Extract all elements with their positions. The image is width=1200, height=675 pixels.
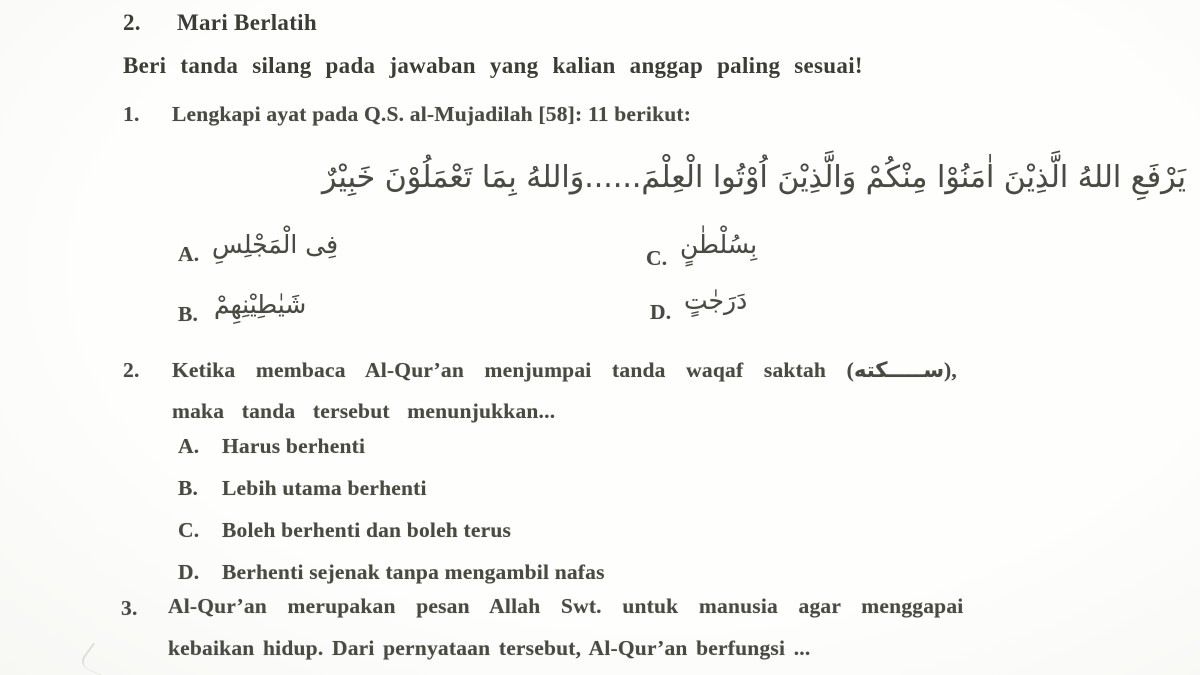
q1-option-d-arabic: دَرَجٰتٍ: [684, 286, 748, 315]
question-2-text-after: ),: [944, 358, 957, 382]
q1-option-d-label: D.: [650, 300, 672, 324]
question-2-number: 2.: [123, 358, 140, 382]
q1-option-a-label: A.: [178, 242, 200, 266]
q2-option-b-label: B.: [178, 476, 199, 500]
question-1-number: 1.: [123, 102, 140, 126]
question-2-line1: [172, 358, 957, 383]
section-number: 2.: [123, 10, 141, 35]
q2-option-d-label: D.: [178, 560, 200, 584]
q2-option-b-text: Lebih utama berhenti: [222, 476, 427, 500]
question-1-text: Lengkapi ayat pada Q.S. al-Mujadilah [58]: 11 berikut:: [172, 102, 692, 126]
q1-option-c-arabic: بِسُلْطٰنٍ: [680, 230, 758, 259]
scan-smudge-mark: [77, 643, 119, 675]
question-2-text-before: Ketika membaca Al-Qur’an menjumpai tanda waqaf saktah (: [172, 358, 854, 382]
q1-option-b-arabic: شَيٰطِيْنِهِمْ: [214, 290, 307, 319]
q1-option-c-label: C.: [646, 246, 668, 270]
instruction-text: Beri tanda silang pada jawaban yang kalian anggap paling sesuai!: [123, 53, 863, 78]
question-3-line2: kebaikan hidup. Dari pernyataan tersebut, Al-Qur’an berfungsi ...: [168, 636, 811, 660]
question-3-number: 3.: [121, 596, 138, 620]
q2-option-a-text: Harus berhenti: [222, 434, 366, 458]
section-title: Mari Berlatih: [177, 10, 317, 35]
q1-option-b-label: B.: [178, 302, 199, 326]
q2-option-c-label: C.: [178, 518, 200, 542]
question-3-line1: Al-Qur’an merupakan pesan Allah Swt. untuk manusia agar menggapai: [168, 594, 964, 618]
q2-option-a-label: A.: [178, 434, 200, 458]
q2-option-c-text: Boleh berhenti dan boleh terus: [222, 518, 512, 542]
saktah-mark-arabic: ســـــكته: [853, 358, 945, 382]
q1-option-a-arabic: فِى الْمَجْلِسِ: [212, 230, 339, 259]
q2-option-d-text: Berhenti sejenak tanpa mengambil nafas: [222, 560, 605, 584]
question-2-line2: maka tanda tersebut menunjukkan...: [172, 399, 556, 423]
quran-verse-arabic: يَرْفَعِ اللهُ الَّذِيْنَ اٰمَنُوْا مِنْكُمْ وَالَّذِيْنَ اُوْتُوا الْعِلْمَ......وَاللهُ بِمَا تَعْمَلُوْنَ خَبِيْرٌ: [321, 160, 1186, 195]
